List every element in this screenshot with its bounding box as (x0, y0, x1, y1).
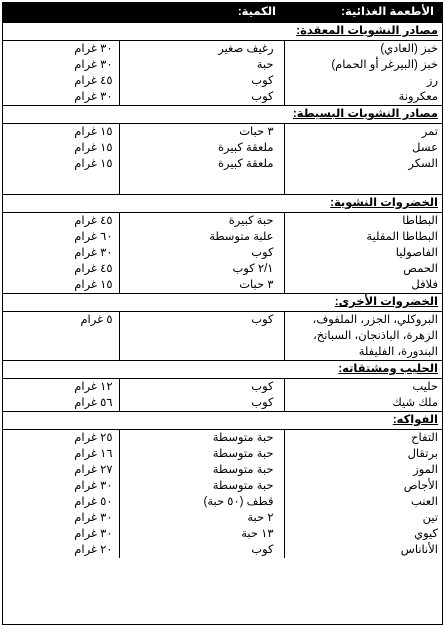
amount-cell: ٤٥ غرام (3, 261, 119, 277)
food-cell: الأجاص (284, 478, 442, 494)
section-title: الخضروات الأخرى: (3, 294, 442, 312)
amount-cell: ١٥ غرام (3, 140, 119, 156)
unit-cell: كوب (251, 397, 274, 409)
food-cell: حليب (284, 379, 442, 396)
table-row (3, 446, 442, 462)
unit-cell: ١٣ حبة (241, 528, 274, 540)
section-other-vegetables (3, 294, 442, 361)
food-cell: عسل (284, 140, 442, 156)
amount-cell: ٢٥ غرام (3, 430, 119, 447)
table-row (3, 124, 442, 141)
table-row (3, 140, 442, 156)
table-row (3, 510, 442, 526)
unit-cell: حبة (256, 59, 274, 71)
unit-cell: ملعقة كبيرة (218, 142, 274, 154)
amount-cell: ٣٠ غرام (3, 245, 119, 261)
food-cell: البطاطا (284, 213, 442, 230)
unit-cell: كوب (251, 544, 274, 556)
table-row (3, 312, 442, 361)
food-cell: الفاصوليا (284, 245, 442, 261)
food-table-page (2, 2, 443, 625)
table-row (3, 478, 442, 494)
table-row (3, 73, 442, 89)
section-title: الخضروات النشوية: (3, 195, 442, 213)
spacer-row (3, 172, 442, 195)
food-cell: فلافل (284, 277, 442, 294)
unit-cell: رغيف صغير (218, 43, 274, 55)
food-cell: تمر (284, 124, 442, 141)
food-cell: خبز (العادي) (284, 41, 442, 58)
amount-cell: ٣٠ غرام (3, 41, 119, 58)
unit-cell: كوب (251, 75, 274, 87)
food-cell: تين (284, 510, 442, 526)
table-row (3, 494, 442, 510)
table-row (3, 395, 442, 412)
amount-cell: ٣٠ غرام (3, 57, 119, 73)
table-row (3, 89, 442, 106)
amount-cell: ٣٠ غرام (3, 526, 119, 542)
unit-cell: كوب (251, 381, 274, 393)
table-row (3, 213, 442, 230)
food-cell: البطاطا المقلية (284, 229, 442, 245)
table-header-row (3, 3, 442, 23)
table-row (3, 277, 442, 294)
section-complex-carbs (3, 23, 442, 106)
section-title: الحليب ومشتقاته: (3, 361, 442, 379)
amount-cell: ٦٠ غرام (3, 229, 119, 245)
amount-cell: ١٥ غرام (3, 277, 119, 294)
unit-cell: ملعقة كبيرة (218, 158, 274, 170)
food-cell: التفاح (284, 430, 442, 447)
food-cell: الحمص (284, 261, 442, 277)
table-row (3, 229, 442, 245)
unit-cell: ٢ حبة (247, 512, 274, 524)
header-food: الأطعمة الغذائية: (284, 3, 442, 23)
unit-cell: كوب (251, 247, 274, 259)
section-starchy-vegetables (3, 195, 442, 294)
food-cell: كيوي (284, 526, 442, 542)
section-title: مصادر النشويات البسيطة: (3, 106, 442, 124)
section-title: الفواكه: (3, 412, 442, 430)
table-row (3, 526, 442, 542)
amount-cell: ٣٠ غرام (3, 510, 119, 526)
table-row (3, 542, 442, 558)
amount-cell: ٢٧ غرام (3, 462, 119, 478)
amount-cell: ٤٥ غرام (3, 213, 119, 230)
section-dairy (3, 361, 442, 412)
unit-cell: حبة كبيرة (228, 215, 274, 227)
unit-cell: ٣ حبات (239, 279, 274, 291)
amount-cell: ٣٠ غرام (3, 478, 119, 494)
section-title: مصادر النشويات المعقدة: (3, 23, 442, 41)
food-cell: ملك شيك (284, 395, 442, 412)
food-cell: البروكلي، الجزر، الملفوف، الزهرة، الباذنجان، السبانخ، البندورة، الفليفلة (284, 312, 442, 361)
amount-cell: ١٥ غرام (3, 124, 119, 141)
section-simple-carbs (3, 106, 442, 195)
table-row (3, 41, 442, 58)
amount-cell: ١٢ غرام (3, 379, 119, 396)
unit-cell: حبة متوسطة (212, 448, 274, 460)
food-cell: خبز (البيرغر أو الحمام) (284, 57, 442, 73)
table-row (3, 462, 442, 478)
header-qty: الكمية: (3, 3, 284, 23)
unit-cell: ٣ حبات (239, 126, 274, 138)
amount-cell: ٥ غرام (3, 312, 119, 361)
amount-cell: ٣٠ غرام (3, 89, 119, 106)
food-cell: معكرونة (284, 89, 442, 106)
amount-cell: ٤٥ غرام (3, 73, 119, 89)
carb-portions-table (3, 3, 442, 558)
amount-cell: ٥٠ غرام (3, 494, 119, 510)
table-row (3, 261, 442, 277)
unit-cell: حبة متوسطة (212, 480, 274, 492)
food-cell: السكر (284, 156, 442, 172)
table-row (3, 156, 442, 172)
food-cell: الموز (284, 462, 442, 478)
amount-cell: ٢٠ غرام (3, 542, 119, 558)
table-row (3, 245, 442, 261)
amount-cell: ١٥ غرام (3, 156, 119, 172)
unit-cell: قطف (٥٠ حبة) (203, 496, 274, 508)
food-cell: الأناناس (284, 542, 442, 558)
unit-cell: كوب (251, 314, 274, 326)
section-fruits (3, 412, 442, 559)
amount-cell: ٥٦ غرام (3, 395, 119, 412)
unit-cell: حبة متوسطة (212, 464, 274, 476)
food-cell: العنب (284, 494, 442, 510)
unit-cell: حبة متوسطة (212, 432, 274, 444)
table-row (3, 430, 442, 447)
food-cell: رز (284, 73, 442, 89)
food-cell: برتقال (284, 446, 442, 462)
unit-cell: كوب (251, 91, 274, 103)
table-row (3, 57, 442, 73)
amount-cell: ١٦ غرام (3, 446, 119, 462)
table-row (3, 379, 442, 396)
unit-cell: ٢/١ كوب (232, 263, 274, 275)
unit-cell: علبة متوسطة (209, 231, 274, 243)
